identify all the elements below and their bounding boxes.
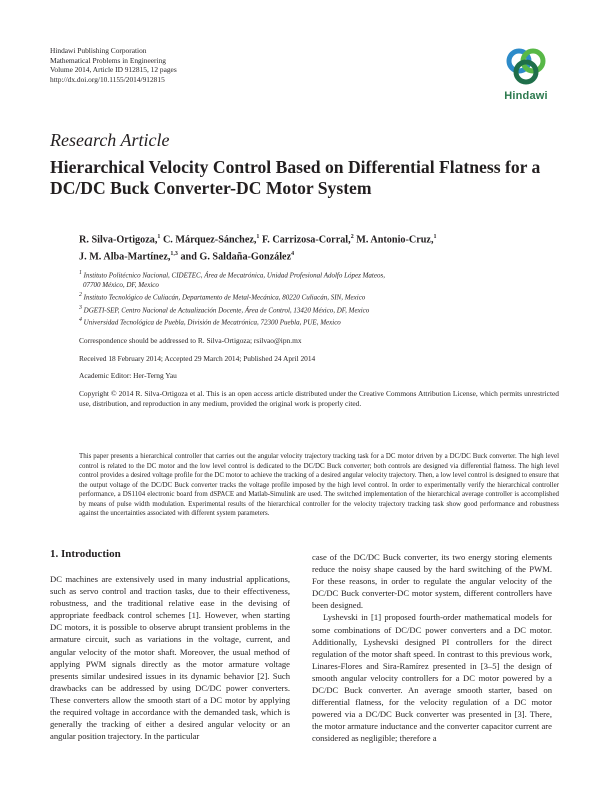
affiliation-text: Instituto Tecnológico de Culiacán, Departamento de Metal-Mecánica, 80220 Culiacán, SIN, Mexico <box>83 293 366 302</box>
author-list <box>79 230 559 265</box>
hindawi-logo-icon <box>498 46 554 90</box>
affiliation-sup: 4 <box>79 316 82 323</box>
affiliation-text: Universidad Tecnológica de Puebla, División de Mecatrónica, 72300 Puebla, PUE, Mexico <box>83 318 341 327</box>
author-name: J. M. Alba-Martínez, <box>79 251 171 263</box>
affiliation-item <box>79 303 559 315</box>
affiliation-item <box>79 290 559 302</box>
affiliation-text: 07700 México, DF, Mexico <box>83 281 159 290</box>
copyright-notice: Copyright © 2014 R. Silva-Ortigoza et al. This is an open access article distributed under the Creative Commons Attribution License, which permits unrestricted use, distribution, and reproduction in any medium, provided the original work is properly cited. <box>79 389 559 408</box>
publication-dates: Received 18 February 2014; Accepted 29 March 2014; Published 24 April 2014 <box>79 354 316 363</box>
paper-title: Hierarchical Velocity Control Based on Differential Flatness for a DC/DC Buck Converter-DC Motor System <box>50 157 541 198</box>
article-type: Research Article <box>50 130 170 150</box>
author-sup: 1 <box>157 234 161 240</box>
affiliation-sup: 3 <box>79 304 82 311</box>
affiliation-sup: 1 <box>79 270 82 276</box>
affiliation-text: Instituto Politécnico Nacional, CIDETEC, Área de Mecatrónica, Unidad Profesional Adolfo López Mateos, <box>83 271 385 280</box>
body-paragraph: DC machines are extensively used in many industrial applications, such as servo control and traction tasks, due to their effectiveness, robustness, and the traditional relative ease in the devising of appropriate feedback control schemes [1]. However, when starting DC motors, it is possible to observe abrupt transient problems in the armature circuit, such as variations in the voltage, current, and angular velocity of the motor shaft. Moreover, the usual method of applying PWM signals directly as the motor armature voltage presents similar undesired issues in its dynamic behavior [2]. Such drawbacks can be addressed by using DC/DC power converters. These converters allow the smooth start of a DC motor by applying the required voltage in accordance with the demanded task, which is generally the tracking of either a desired angular velocity or an angular position trajectory. In the particular <box>50 574 290 742</box>
journal-name: Mathematical Problems in Engineering <box>50 55 166 65</box>
author-line-2 <box>79 247 559 264</box>
section-heading: 1. Introduction <box>50 548 121 560</box>
affiliation-item <box>79 280 559 290</box>
body-column-right <box>312 551 552 745</box>
author-sup: 1 <box>256 234 260 240</box>
affiliation-text: DGETI-SEP, Centro Nacional de Actualización Docente, Área de Control, 13420 México, DF, Mexico <box>83 305 370 314</box>
affiliation-sup: 2 <box>79 292 82 299</box>
abstract-text: This paper presents a hierarchical controller that carries out the angular velocity trajectory tracking task for a DC motor driven by a DC/DC Buck converter. The high level control is related to the DC motor and the low level control is dedicated to the DC/DC Buck converter; both controls are designed via differential flatness. The high level control provides a desired voltage profile for the DC motor to achieve the tracking of a desired angular velocity trajectory. Then, a low level control is designed to ensure that the output voltage of the DC/DC Buck converter tracks the voltage profile imposed by the high level control. In order to experimentally verify the hierarchical controller performance, a DS1104 electronic board from dSPACE and Matlab-Simulink are used. The switched implementation of the hierarchical average controller is accomplished by means of pulse width modulation. Experimental results of the hierarchical controller for the velocity trajectory tracking task show good performance and robustness against the uncertainties associated with different system parameters. <box>79 453 559 518</box>
author-sup: 1,3 <box>170 251 178 258</box>
body-column-left <box>50 573 290 742</box>
author-line-1 <box>79 230 559 247</box>
author-sup: 4 <box>291 251 295 258</box>
author-sup: 2 <box>350 234 354 240</box>
author-sup: 1 <box>433 234 437 240</box>
hindawi-logo <box>498 46 554 104</box>
affiliation-item <box>79 268 559 280</box>
correspondence: Correspondence should be addressed to R. Silva-Ortigoza; rsilvao@ipn.mx <box>79 336 302 345</box>
logo-text: Hindawi <box>504 90 548 102</box>
publisher-name: Hindawi Publishing Corporation <box>50 46 147 55</box>
author-name: C. Márquez-Sánchez, <box>162 234 257 246</box>
volume-info: Volume 2014, Article ID 912815, 12 pages <box>50 65 177 75</box>
affiliation-list <box>79 268 559 327</box>
academic-editor: Academic Editor: Her-Terng Yau <box>79 371 177 380</box>
affiliation-item <box>79 315 559 327</box>
author-name: M. Antonio-Cruz, <box>356 234 434 246</box>
body-paragraph: Lyshevski in [1] proposed fourth-order mathematical models for some combinations of DC/DC power converters and a DC motor. Additionally, Lyshevski designed PI controllers for the direct regulation of the motor shaft speed. In contrast to this previous work, Linares-Flores and Sira-Ramírez presented in [3–5] the design of smooth angular velocity controllers for a DC motor powered by a DC/DC Buck converter. An average smooth starter, based on differential flatness, for the velocity regulation of a DC motor powered via a DC/DC Buck converter was presented in [3]. There, the motor armature inductance and the converter capacitor current are considered as negligible; therefore a <box>312 612 552 744</box>
body-paragraph: case of the DC/DC Buck converter, its two energy storing elements reduce the noisy shape caused by the hard switching of the PWM. For these reasons, in order to regulate the angular velocity of the DC/DC Buck converter-DC motor system, different controllers have been designed. <box>312 552 552 611</box>
author-name: R. Silva-Ortigoza, <box>79 234 158 246</box>
doi-link[interactable]: http://dx.doi.org/10.1155/2014/912815 <box>50 74 165 84</box>
author-name: and G. Saldaña-González <box>180 251 292 263</box>
journal-header <box>50 46 350 84</box>
author-name: F. Carrizosa-Corral, <box>261 234 351 246</box>
